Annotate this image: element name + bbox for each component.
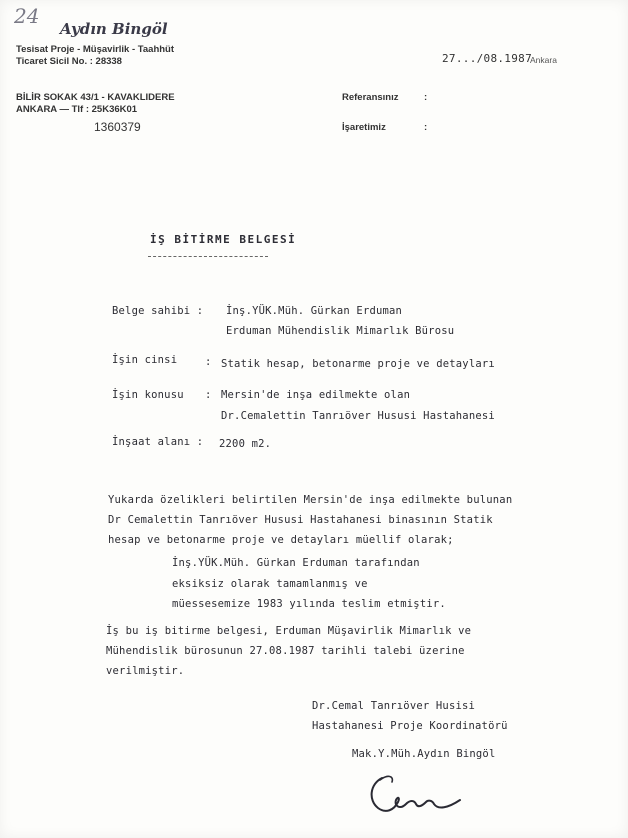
isaret-label: İşaretimiz (342, 122, 386, 133)
letterhead-trade-register: Ticaret Sicil No. : 28338 (16, 56, 122, 67)
body-paragraph-2-line-3: verilmiştir. (106, 665, 185, 677)
signature-line-3: Mak.Y.Müh.Aydın Bingöl (352, 748, 496, 760)
signature-line-2: Hastahanesi Proje Koordinatörü (312, 720, 508, 732)
body-paragraph-1-line-2: Dr Cemalettin Tanrıöver Hususi Hastahanesi binasının Statik (108, 514, 493, 526)
page-title: İŞ BİTİRME BELGESİ (150, 233, 297, 246)
belge-sahibi-value-1: İnş.YÜK.Müh. Gürkan Erduman (226, 305, 403, 317)
isin-konusu-colon: : (205, 389, 212, 401)
body-paragraph-1-line-3: hesap ve betonarme proje ve detayları müellif olarak; (108, 534, 454, 546)
isaret-value: : (424, 122, 428, 133)
body-paragraph-2-line-1: İş bu iş bitirme belgesi, Erduman Müşavirlik Mimarlık ve (106, 625, 472, 637)
referans-label: Referansınız (342, 92, 399, 103)
page-number: 24 (14, 4, 40, 28)
body-paragraph-2-line-2: Mühendislik bürosunun 27.08.1987 tarihli talebi üzerine (106, 645, 465, 657)
stamp-number: 1360379 (94, 120, 141, 134)
insaat-alani-value: 2200 m2. (219, 438, 272, 450)
belge-sahibi-label: Belge sahibi : (112, 305, 204, 317)
letterhead-address-city: ANKARA — Tlf : 25K36K01 (16, 104, 138, 115)
insaat-alani-label: İnşaat alanı : (112, 436, 204, 448)
isin-konusu-value-2: Dr.Cemalettin Tanrıöver Hususi Hastahanesi (221, 410, 495, 422)
body-indented-line-3: müessesemize 1983 yılında teslim etmiştir. (172, 598, 446, 610)
letterhead-services: Tesisat Proje - Müşavirlik - Taahhüt (16, 44, 175, 55)
signature-line-1: Dr.Cemal Tanrıöver Husisi (312, 700, 476, 712)
document-date: 27.../08.1987 (442, 52, 532, 65)
handwritten-signature (364, 770, 474, 830)
body-paragraph-1-line-1: Yukarda özelikleri belirtilen Mersin'de inşa edilmekte bulunan (108, 494, 513, 506)
isin-cinsi-colon: : (205, 356, 212, 368)
title-underline (148, 256, 268, 257)
referans-value: : (424, 92, 428, 103)
letterhead-name: Aydın Bingöl (60, 20, 168, 38)
isin-konusu-label: İşin konusu (112, 389, 184, 401)
belge-sahibi-value-2: Erduman Mühendislik Mimarlık Bürosu (226, 325, 455, 337)
isin-cinsi-label: İşin cinsi (112, 354, 178, 366)
body-indented-line-2: eksiksiz olarak tamamlanmış ve (172, 578, 368, 590)
letterhead-address-street: BİLİR SOKAK 43/1 - KAVAKLIDERE (16, 92, 175, 103)
document-place: Ankara (530, 55, 557, 65)
isin-cinsi-value: Statik hesap, betonarme proje ve detayları (221, 358, 495, 370)
isin-konusu-value-1: Mersin'de inşa edilmekte olan (221, 389, 411, 401)
body-indented-line-1: İnş.YÜK.Müh. Gürkan Erduman tarafından (172, 557, 420, 569)
